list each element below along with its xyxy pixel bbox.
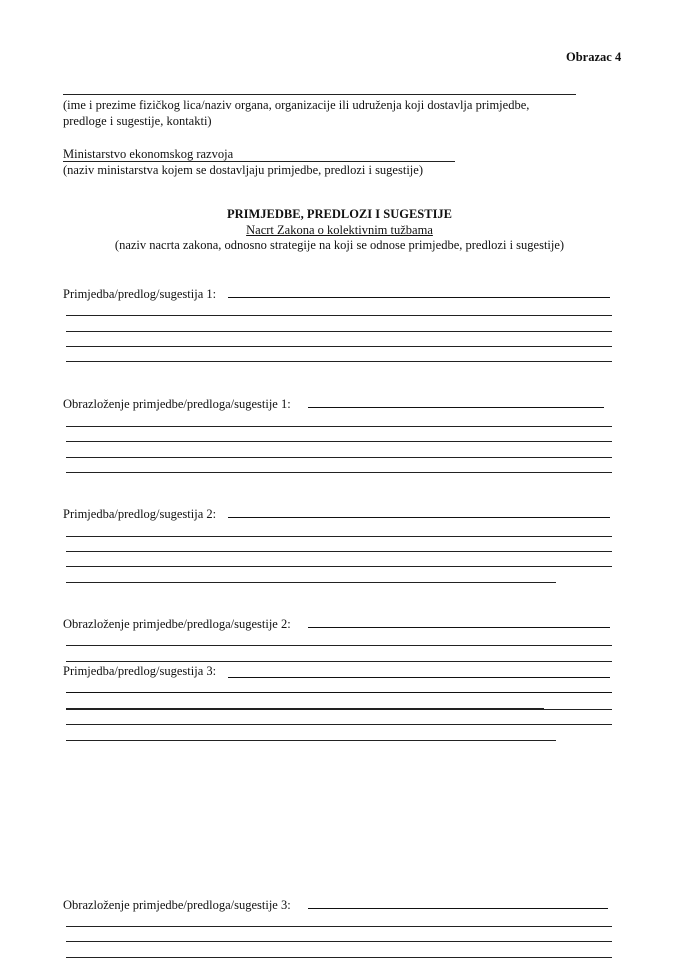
submitter-caption-line2: predloge i sugestije, kontakti) [63,114,212,128]
remark-3-line[interactable] [228,677,610,678]
remark-3-line[interactable] [66,692,612,693]
explanation-3-line[interactable] [66,941,612,942]
explanation-3-line[interactable] [308,908,608,909]
remark-3-label: Primjedba/predlog/sugestija 3: [63,664,217,678]
remark-2-line[interactable] [228,517,610,518]
remark-1-label: Primjedba/predlog/sugestija 1: [63,287,217,301]
submitter-caption-line1: (ime i prezime fizičkog lica/naziv organa, organizacije ili udruženja koji dostavlja primjedbe, [63,98,530,112]
form-title: PRIMJEDBE, PREDLOZI I SUGESTIJE [226,207,453,221]
remark-2-line[interactable] [66,551,612,552]
explanation-3-line[interactable] [66,957,612,958]
explanation-3-label: Obrazloženje primjedbe/predloga/sugestije 3: [63,898,291,912]
explanation-1-line[interactable] [66,472,612,473]
form-number: Obrazac 4 [566,50,622,64]
explanation-2-line[interactable] [66,645,612,646]
remark-2-line[interactable] [66,566,612,567]
ministry-caption: (naziv ministarstva kojem se dostavljaju primjedbe, predlozi i sugestije) [63,163,423,177]
explanation-1-label: Obrazloženje primjedbe/predloga/sugestije 1: [63,397,291,411]
explanation-1-line[interactable] [308,407,604,408]
remark-2-line[interactable] [66,582,556,583]
remark-3-line[interactable] [66,709,612,710]
remark-1-line[interactable] [66,346,612,347]
explanation-2-label: Obrazloženje primjedbe/predloga/sugestije 2: [63,617,291,631]
draft-law-name: Nacrt Zakona o kolektivnim tužbama [246,223,433,237]
remark-1-line[interactable] [66,315,612,316]
remark-3-line[interactable] [66,740,556,741]
draft-law-caption: (naziv nacrta zakona, odnosno strategije na koji se odnose primjedbe, predlozi i sugestije) [114,238,565,252]
explanation-2-line[interactable] [308,627,610,628]
ministry-input-line[interactable] [63,161,455,162]
explanation-3-line[interactable] [66,926,612,927]
explanation-1-line[interactable] [66,441,612,442]
submitter-input-line[interactable] [63,94,576,95]
ministry-name: Ministarstvo ekonomskog razvoja [63,147,234,161]
remark-1-line[interactable] [66,361,612,362]
remark-2-line[interactable] [66,536,612,537]
remark-2-label: Primjedba/predlog/sugestija 2: [63,507,217,521]
explanation-1-line[interactable] [66,457,612,458]
remark-1-line[interactable] [228,297,610,298]
remark-3-line[interactable] [66,724,612,725]
explanation-2-line[interactable] [66,661,612,662]
explanation-1-line[interactable] [66,426,612,427]
remark-1-line[interactable] [66,331,612,332]
